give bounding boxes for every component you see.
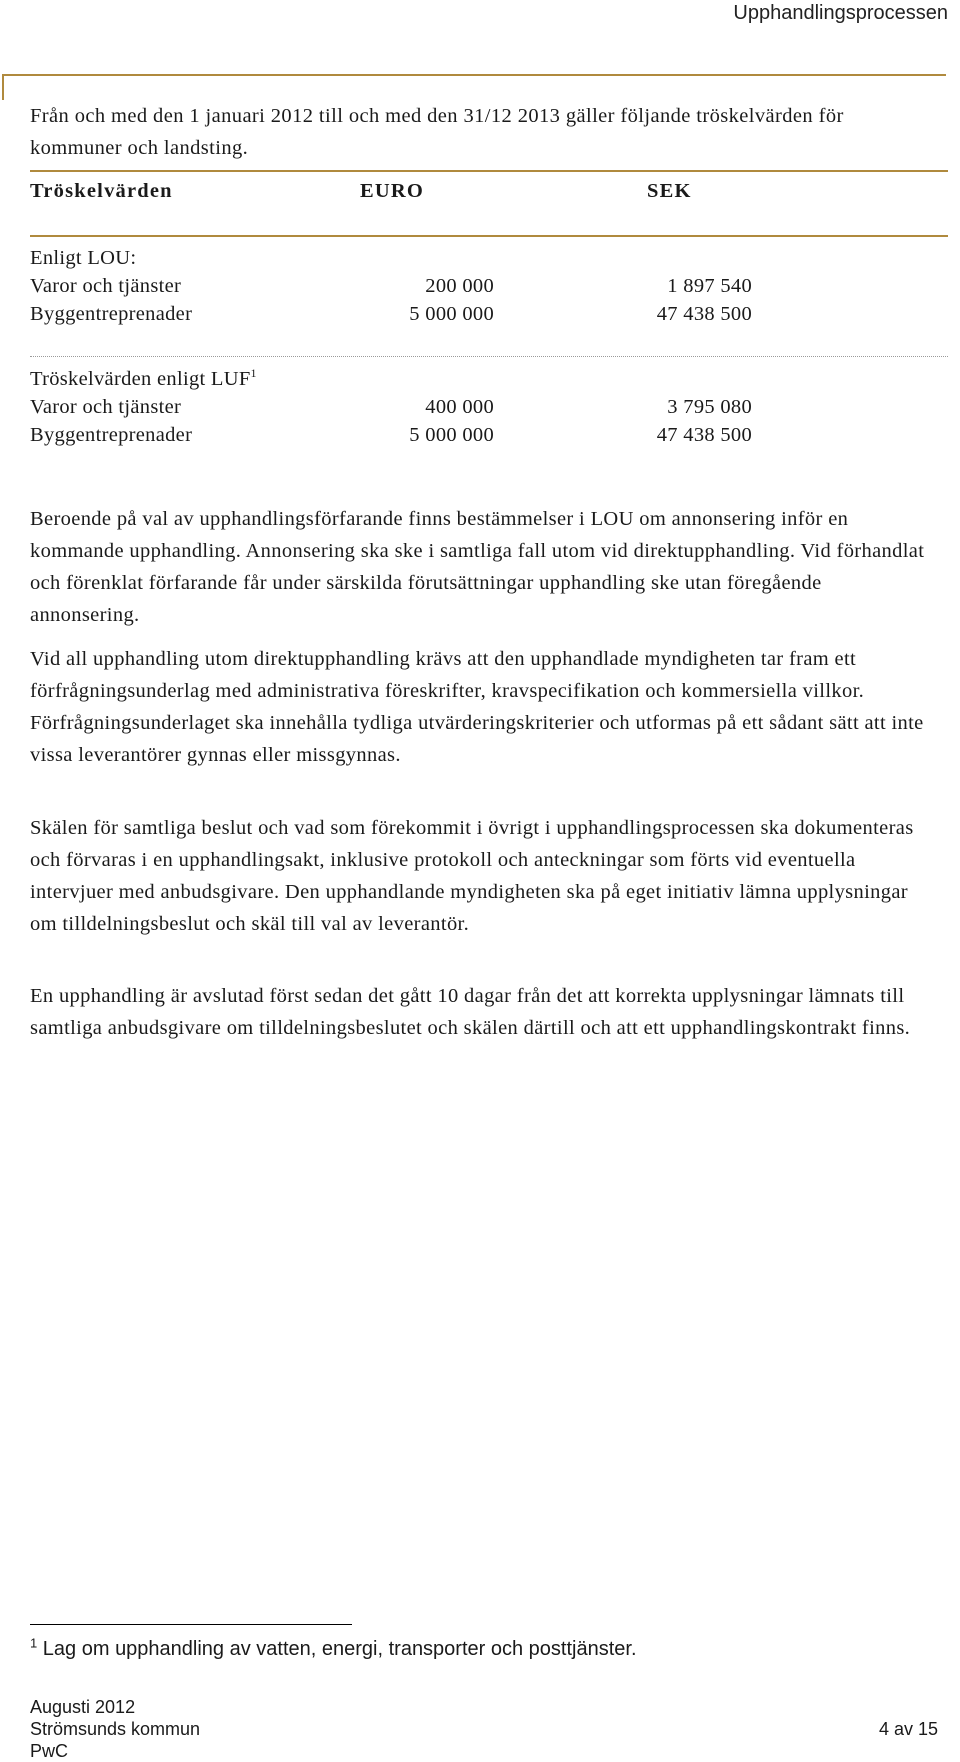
body-paragraph: Vid all upphandling utom direktupphandling krävs att den upphandlade myndigheten tar fram ett förfrågningsunderlag med administrativa föreskrifter, kravspecifikation och kommersiella villkor. Förfrågningsunderlaget ska innehålla tydliga utvärderingskriterier och utformas på ett sådant sätt att inte vissa leverantörer gynnas eller missgynnas. bbox=[30, 648, 924, 766]
footnote-text: Lag om upphandling av vatten, energi, transporter och posttjänster. bbox=[42, 1638, 637, 1660]
body-paragraph: Beroende på val av upphandlingsförfarande finns bestämmelser i LOU om annonsering inför en kommande upphandling. Annonsering ska ske i samtliga fall utom vid direktupphandling. Vid förhandlat och förenklat förfarande får under särskilda förutsättningar upphandling ske utan föregående annonsering. bbox=[30, 508, 925, 626]
lou-heading: Enligt LOU: bbox=[30, 247, 137, 269]
footnote-marker: 1 bbox=[250, 366, 257, 381]
footer-company: PwC bbox=[30, 1741, 69, 1761]
body-paragraph: En upphandling är avslutad först sedan det gått 10 dagar från det att korrekta upplysningar lämnats till samtliga anbudsgivare om tilldelningsbeslutet och skälen därtill och att ett upphandlingskontrakt finns. bbox=[30, 985, 911, 1039]
table-header-row bbox=[30, 176, 930, 206]
footnote-rule bbox=[30, 1624, 352, 1625]
running-header: Upphandlingsprocessen bbox=[733, 2, 948, 24]
footnote-number: 1 bbox=[30, 1635, 38, 1651]
table-row: Byggentreprenader 5 000 000 47 438 500 bbox=[30, 303, 752, 325]
intro-text: Från och med den 1 januari 2012 till och med den 31/12 2013 gäller följande tröskelvärden för kommuner och landsting. bbox=[30, 105, 844, 159]
footer-organization: Strömsunds kommun bbox=[30, 1719, 201, 1739]
table-top-rule bbox=[30, 170, 948, 172]
column-header-sek: SEK bbox=[647, 180, 692, 202]
footnote bbox=[30, 1636, 637, 1662]
table-header-rule bbox=[30, 235, 948, 237]
page-number: 4 av 15 bbox=[878, 1719, 938, 1739]
header-rule-tick bbox=[2, 74, 4, 100]
section-divider bbox=[30, 356, 948, 357]
table-row: Varor och tjänster 400 000 3 795 080 bbox=[30, 396, 752, 418]
header-rule bbox=[2, 74, 946, 76]
column-header-threshold: Tröskelvärden bbox=[30, 180, 173, 202]
table-row: Varor och tjänster 200 000 1 897 540 bbox=[30, 275, 752, 297]
body-paragraph: Skälen för samtliga beslut och vad som förekommit i övrigt i upphandlingsprocessen ska dokumenteras och förvaras i en upphandlingsakt, inklusive protokoll och anteckningar som förts vid eventuella intervjuer med anbudsgivare. Den upphandlande myndigheten ska på eget initiativ lämna upplysningar om tilldelningsbeslut och skäl till val av leverantör. bbox=[30, 817, 914, 935]
luf-heading: Tröskelvärden enligt LUF$^1$ bbox=[30, 366, 257, 390]
footer-date: Augusti 2012 bbox=[30, 1697, 136, 1717]
column-header-euro: EURO bbox=[360, 180, 425, 202]
table-row: Byggentreprenader 5 000 000 47 438 500 bbox=[30, 424, 752, 446]
